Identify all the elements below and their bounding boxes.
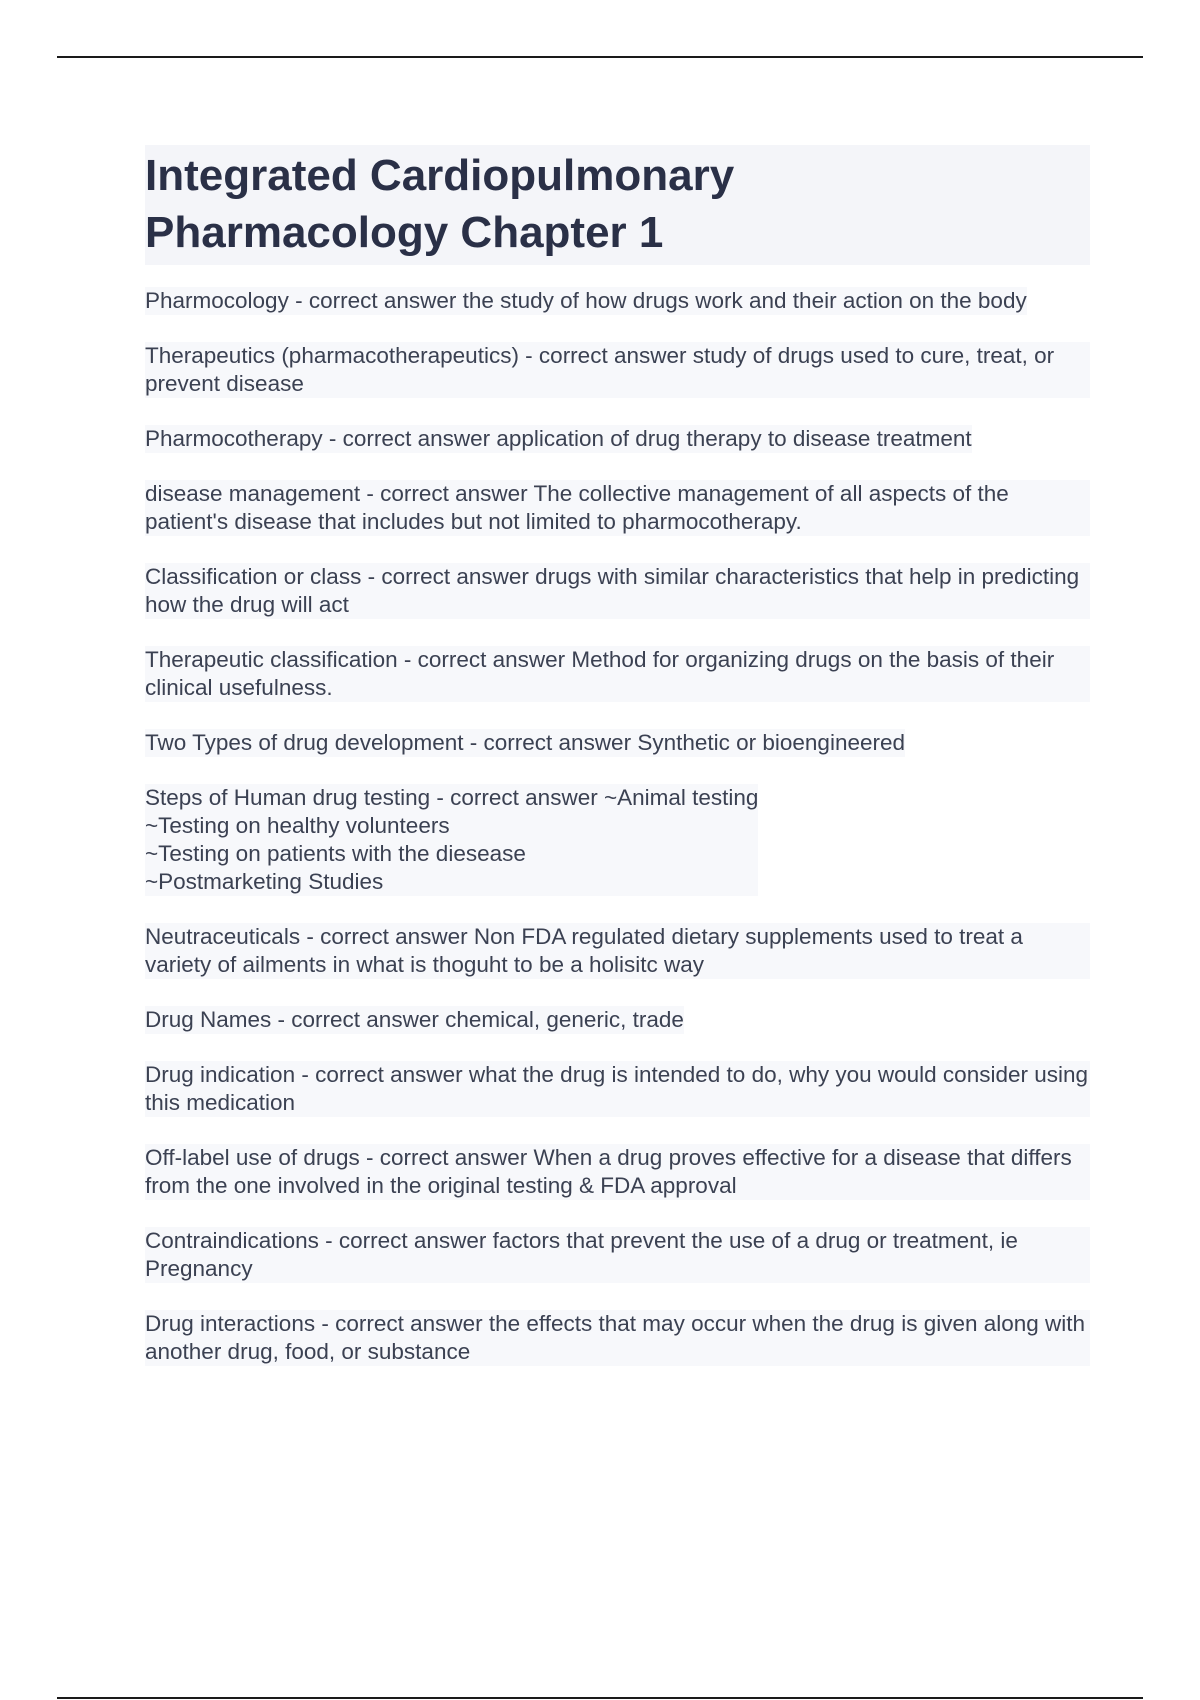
title-line-2: Pharmacology Chapter 1 <box>145 208 664 257</box>
flashcard-entry: Neutraceuticals - correct answer Non FDA regulated dietary supplements used to treat a variety of ailments in what is thoguht to be a holisitc way <box>145 923 1090 979</box>
flashcard-entry: disease management - correct answer The collective management of all aspects of the patient's disease that includes but not limited to pharmocotherapy. <box>145 480 1090 536</box>
flashcard-entry: Pharmocology - correct answer the study of how drugs work and their action on the body <box>145 288 1027 313</box>
flashcard-entry: Therapeutics (pharmacotherapeutics) - correct answer study of drugs used to cure, treat, or prevent disease <box>145 342 1090 398</box>
flashcard-entry: Classification or class - correct answer drugs with similar characteristics that help in predicting how the drug will act <box>145 563 1090 619</box>
flashcard-entry: Two Types of drug development - correct answer Synthetic or bioengineered <box>145 730 906 755</box>
flashcard-entry: Drug indication - correct answer what the drug is intended to do, why you would consider using this medication <box>145 1062 1089 1115</box>
top-rule <box>57 56 1143 58</box>
title-block <box>145 145 1090 265</box>
flashcard-entry: Therapeutic classification - correct answer Method for organizing drugs on the basis of their clinical usefulness. <box>145 646 1090 702</box>
flashcard-entry: Off-label use of drugs - correct answer When a drug proves effective for a disease that differs from the one involved in the original testing & FDA approval <box>145 1144 1090 1200</box>
title-line-1: Integrated Cardiopulmonary <box>145 151 735 200</box>
flashcard-entry: Pharmocotherapy - correct answer application of drug therapy to disease treatment <box>145 426 972 451</box>
document-title <box>145 147 1090 261</box>
document-body <box>145 145 1090 1393</box>
flashcard-entry: Drug interactions - correct answer the effects that may occur when the drug is given along with another drug, food, or substance <box>145 1310 1090 1366</box>
flashcard-entry: Contraindications - correct answer factors that prevent the use of a drug or treatment, ie Pregnancy <box>145 1227 1090 1283</box>
flashcard-entry: Drug Names - correct answer chemical, generic, trade <box>145 1007 684 1032</box>
flashcard-entry: Steps of Human drug testing - correct answer ~Animal testing ~Testing on healthy volunteers ~Testing on patients with the diesease ~Postmarketing Studies <box>145 785 759 894</box>
flashcard-list <box>145 287 1090 1393</box>
bottom-rule <box>57 1697 1143 1699</box>
